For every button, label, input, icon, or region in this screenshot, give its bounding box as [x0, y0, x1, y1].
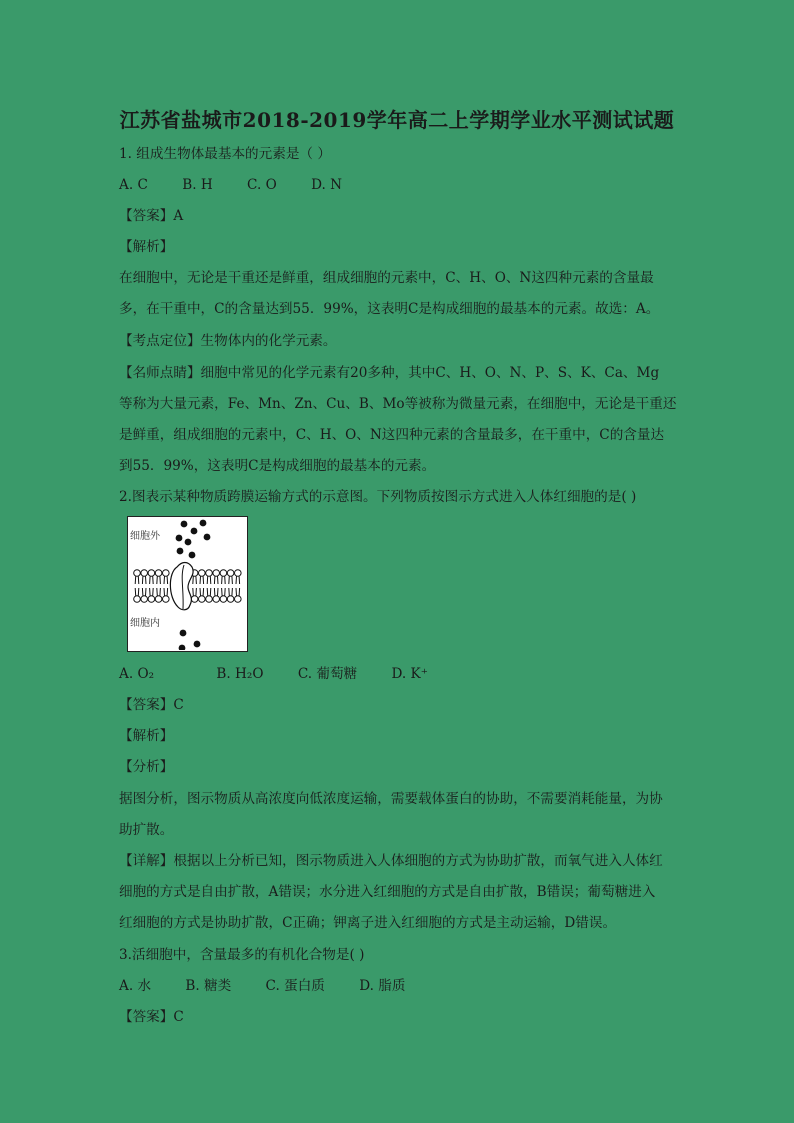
- q3-option-b: B. 糖类: [185, 978, 232, 994]
- cell-inside-label: 细胞内: [130, 618, 160, 629]
- document-title: 江苏省盐城市2018-2019学年高二上学期学业水平测试试题: [119, 108, 675, 132]
- q3-options: [119, 976, 679, 996]
- q2-xiangjie-line: 红细胞的方式是协助扩散，C正确；钾离子进入红细胞的方式是主动运输，D错误。: [119, 915, 617, 931]
- q2-answer: 【答案】C: [119, 697, 184, 713]
- q1-mingshi-line: 是鲜重，组成细胞的元素中，C、H、O、N这四种元素的含量最多，在干重中，C的含量达: [119, 427, 665, 443]
- q2-xiangjie-line: 【详解】根据以上分析已知，图示物质进入人体细胞的方式为协助扩散，而氧气进入人体红: [119, 853, 663, 869]
- q1-option-d: D. N: [311, 177, 343, 193]
- cell-outside-label: 细胞外: [130, 531, 160, 542]
- q3-option-c: C. 蛋白质: [265, 978, 325, 994]
- q1-answer: 【答案】A: [119, 208, 184, 224]
- q3-answer: 【答案】C: [119, 1009, 184, 1025]
- q1-kaodian: 【考点定位】生物体内的化学元素。: [119, 333, 337, 349]
- q3-option-d: D. 脂质: [359, 978, 406, 994]
- q2-options: [119, 664, 679, 684]
- q1-option-a: A. C: [119, 177, 148, 193]
- q1-option-b: B. H: [182, 177, 213, 193]
- q2-stem: 2.图表示某种物质跨膜运输方式的示意图。下列物质按图示方式进入人体红细胞的是( ): [119, 489, 637, 505]
- q1-analysis-line: 多，在干重中，C的含量达到55．99%，这表明C是构成细胞的最基本的元素。故选：A。: [119, 301, 660, 317]
- q2-fenxi-line: 助扩散。: [119, 822, 174, 838]
- q2-fenxi-heading: 【分析】: [119, 759, 174, 775]
- q1-mingshi-line: 到55．99%，这表明C是构成细胞的最基本的元素。: [119, 458, 436, 474]
- q2-fenxi-line: 据图分析，图示物质从高浓度向低浓度运输，需要载体蛋白的协助，不需要消耗能量，为协: [119, 791, 663, 807]
- q1-mingshi-line: 【名师点睛】细胞中常见的化学元素有20多种，其中C、H、O、N、P、S、K、Ca、Mg: [119, 365, 660, 381]
- q2-option-c: C. 葡萄糖: [297, 666, 358, 682]
- q3-option-a: A. 水: [119, 978, 152, 994]
- q2-xiangjie-line: 细胞的方式是自由扩散，A错误；水分进入红细胞的方式是自由扩散，B错误；葡萄糖进入: [119, 884, 656, 900]
- membrane-transport-figure: [127, 516, 248, 652]
- q3-stem: 3.活细胞中，含量最多的有机化合物是( ): [119, 947, 365, 963]
- q1-analysis-heading: 【解析】: [119, 239, 174, 255]
- q1-stem: 1. 组成生物体最基本的元素是（ ）: [119, 146, 331, 162]
- q2-analysis-heading: 【解析】: [119, 728, 174, 744]
- q2-option-b: B. H₂O: [216, 666, 264, 682]
- q2-option-d: D. K⁺: [391, 666, 428, 682]
- q1-options: [119, 175, 679, 195]
- q1-analysis-line: 在细胞中，无论是干重还是鲜重，组成细胞的元素中，C、H、O、N这四种元素的含量最: [119, 270, 654, 286]
- q2-option-a: A. O₂: [119, 666, 155, 682]
- q1-option-c: C. O: [247, 177, 277, 193]
- q1-mingshi-line: 等称为大量元素，Fe、Mn、Zn、Cu、B、Mo等被称为微量元素，在细胞中，无论是干重还: [119, 396, 677, 412]
